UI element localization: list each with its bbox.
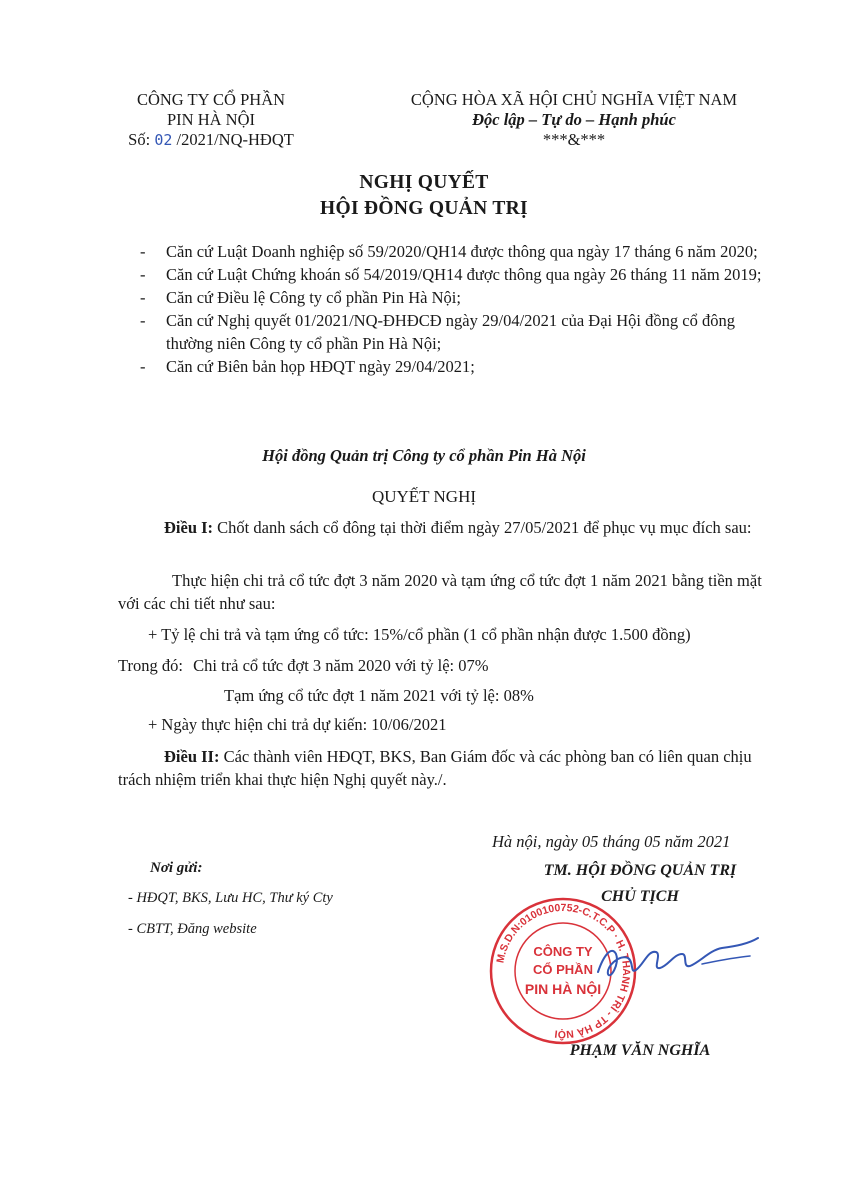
nation-name: CỘNG HÒA XÃ HỘI CHỦ NGHĨA VIỆT NAM <box>410 90 738 109</box>
dividend-rate: + Tỷ lệ chi trả và tạm ứng cổ tức: 15%/cổ phần (1 cổ phần nhận được 1.500 đồng) <box>148 625 691 644</box>
article-1-text: Chốt danh sách cổ đông tại thời điểm ngày 27/05/2021 để phục vụ mục đích sau: <box>217 518 752 537</box>
stamp-ring-text: M.S.D.N:0100100752-C.T.C.P · H. THANH TRÌ - TP HÀ NỘI <box>494 901 633 1041</box>
document-title: NGHỊ QUYẾT <box>359 172 489 193</box>
board-statement: Hội đồng Quản trị Công ty cổ phần Pin Hà Nội <box>262 446 586 465</box>
company-name-line2: PIN HÀ NỘI <box>167 110 255 129</box>
payment-date: + Ngày thực hiện chi trả dự kiến: 10/06/2021 <box>148 715 447 734</box>
recipients-line-1: - HĐQT, BKS, Lưu HC, Thư ký Cty <box>128 890 333 906</box>
national-motto: Độc lập – Tự do – Hạnh phúc <box>472 110 676 129</box>
recipients-title: Nơi gửi: <box>150 860 203 876</box>
handwritten-signature <box>590 924 765 994</box>
stamp-line-3: PIN HÀ NỘI <box>524 981 602 997</box>
list-item: - Căn cứ Điều lệ Công ty cổ phần Pin Hà Nội; <box>140 288 461 307</box>
list-item: - Căn cứ Biên bản họp HĐQT ngày 29/04/2021; <box>140 357 475 376</box>
stamp-line-1: CÔNG TY <box>533 944 593 959</box>
document-subtitle: HỘI ĐỒNG QUẢN TRỊ <box>320 198 528 219</box>
article-2 <box>118 745 778 791</box>
stamp-line-2: CỔ PHẦN <box>533 962 593 977</box>
recipients-line-2: - CBTT, Đăng website <box>128 921 257 937</box>
document-number: Số: 02 /2021/NQ-HĐQT <box>128 130 294 149</box>
signer-name: PHẠM VĂN NGHĨA <box>569 1042 711 1059</box>
company-header <box>96 90 326 150</box>
list-item: - Căn cứ Luật Doanh nghiệp số 59/2020/QH14 được thông qua ngày 17 tháng 6 năm 2020; <box>140 242 758 261</box>
article-1-label: Điều I: <box>164 518 214 537</box>
list-item: - Căn cứ Nghị quyết 01/2021/NQ-ĐHĐCĐ ngày 29/04/2021 của Đại Hội đồng cổ đông thường niên Công ty cổ phần Pin Hà Nội; <box>140 311 735 353</box>
resolves-heading: QUYẾT NGHỊ <box>371 487 477 506</box>
article-2-text: Các thành viên HĐQT, BKS, Ban Giám đốc và các phòng ban có liên quan chịu trách nhiệm triển khai thực hiện Nghị quyết này./. <box>118 747 752 789</box>
signature-position: CHỦ TỊCH <box>601 888 679 905</box>
date-place: Hà nội, ngày 05 tháng 05 năm 2021 <box>492 832 731 851</box>
dividend-detail-2: Tạm ứng cổ tức đợt 1 năm 2021 với tỷ lệ: 08% <box>224 686 534 705</box>
header-ornament: ***&*** <box>542 130 606 149</box>
article-1-paragraph: Thực hiện chi trả cổ tức đợt 3 năm 2020 và tạm ứng cổ tức đợt 1 năm 2021 bằng tiền mặt với các chi tiết như sau: <box>118 571 762 613</box>
legal-bases-list <box>140 240 780 378</box>
dividend-detail-1: Trong đó: Chi trả cổ tức đợt 3 năm 2020 với tỷ lệ: 07% <box>118 656 489 675</box>
signature-on-behalf: TM. HỘI ĐỒNG QUẢN TRỊ <box>543 862 737 879</box>
handwritten-number: 02 <box>154 131 173 149</box>
article-2-label: Điều II: <box>164 747 220 766</box>
list-item: - Căn cứ Luật Chứng khoán số 54/2019/QH14 được thông qua ngày 26 tháng 11 năm 2019; <box>140 265 762 284</box>
company-name-line1: CÔNG TY CỔ PHẦN <box>136 90 286 109</box>
national-header <box>360 90 788 150</box>
article-1 <box>118 516 778 539</box>
